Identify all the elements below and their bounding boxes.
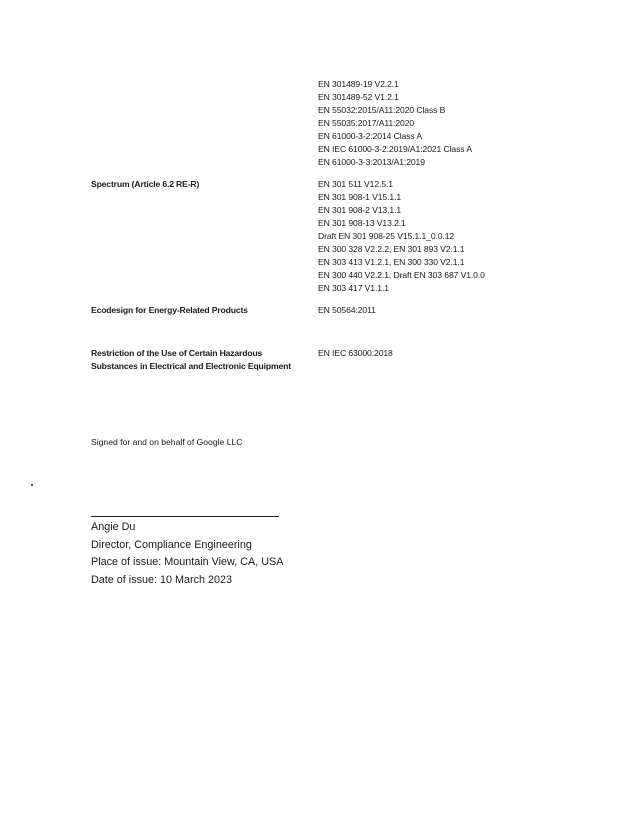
standard-item: EN 301 908-2 V13.1.1 <box>318 205 402 215</box>
standard-item: EN 303 413 V1.2.1, EN 300 330 V2.1.1 <box>318 257 465 267</box>
signature-line <box>91 516 279 517</box>
spectrum-label: Spectrum (Article 6.2 RE-R) <box>91 179 200 189</box>
standard-item: EN 300 328 V2.2.2, EN 301 893 V2.1.1 <box>318 244 465 254</box>
date-of-issue: Date of issue: 10 March 2023 <box>91 573 233 586</box>
ecodesign-standards-list <box>318 304 376 317</box>
standard-item: EN 301 908-13 V13.2.1 <box>318 218 406 228</box>
standard-item: EN 55032:2015/A11:2020 Class B <box>318 105 446 115</box>
standard-item: EN 55035:2017/A11:2020 <box>318 118 415 128</box>
signatory-block <box>91 519 283 589</box>
standard-item: EN 61000-3-3:2013/A1:2019 <box>318 157 425 167</box>
rohs-label-line2: Substances in Electrical and Electronic Equipment <box>91 361 291 371</box>
standard-item: EN 301 511 V12.5.1 <box>318 179 393 189</box>
standard-item: EN 301 908-1 V15.1.1 <box>318 192 402 202</box>
standard-item: EN 303 417 V1.1.1 <box>318 283 389 293</box>
standard-item: EN 301489-19 V2.2.1 <box>318 79 399 89</box>
rohs-label-line1: Restriction of the Use of Certain Hazardous <box>91 348 263 358</box>
signatory-name: Angie Du <box>91 521 136 533</box>
standard-item: EN IEC 61000-3-2:2019/A1:2021 Class A <box>318 144 472 154</box>
standard-item: EN 61000-3-2:2014 Class A <box>318 131 423 141</box>
standard-item: EN IEC 63000:2018 <box>318 348 393 358</box>
stray-mark <box>31 484 33 486</box>
rohs-standards-list <box>318 347 393 360</box>
standard-item: EN 50564:2011 <box>318 305 376 315</box>
signed-for-text: Signed for and on behalf of Google LLC <box>91 437 243 447</box>
standard-item: EN 301489-52 V1.2.1 <box>318 92 399 102</box>
place-of-issue: Place of issue: Mountain View, CA, USA <box>91 556 284 568</box>
emc-standards-list <box>318 78 472 169</box>
standard-item: Draft EN 301 908-25 V15.1.1_0.0.12 <box>318 231 455 241</box>
standard-item: EN 300 440 V2.2.1, Draft EN 303 687 V1.0.0 <box>318 270 485 280</box>
signatory-title: Director, Compliance Engineering <box>91 538 252 551</box>
spectrum-standards-list <box>318 178 485 295</box>
ecodesign-label: Ecodesign for Energy-Related Products <box>91 305 248 315</box>
